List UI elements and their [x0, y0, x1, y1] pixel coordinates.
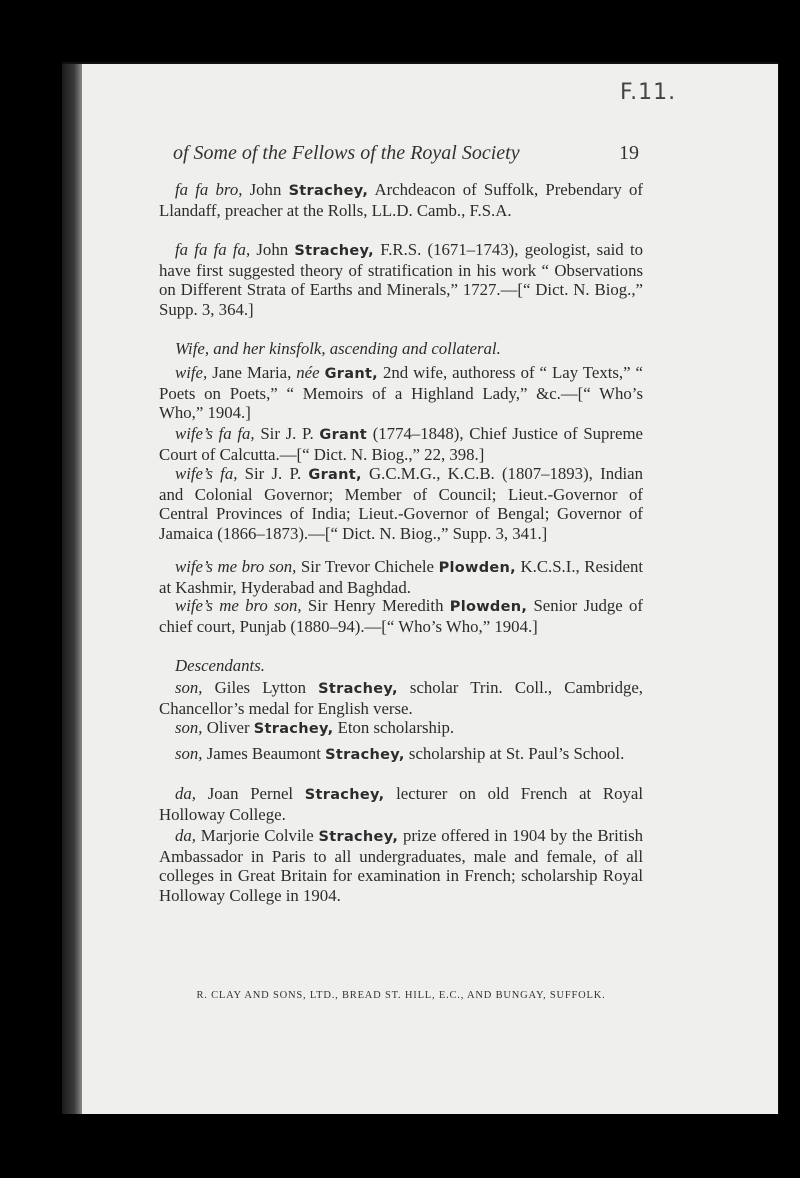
- entry-text: scholar Trin. Coll., Cambridge, Chancellor’s medal for English verse.: [159, 678, 644, 719]
- entry-text: James Beaumont: [206, 744, 326, 763]
- entry-10: [159, 784, 643, 824]
- relation: wife,: [175, 363, 208, 382]
- surname: Grant,: [324, 366, 378, 382]
- entry-text: Giles Lytton: [214, 678, 319, 697]
- entry-5: [159, 557, 643, 597]
- printer-imprint: R. CLAY AND SONS, LTD., BREAD ST. HILL, E.C., AND BUNGAY, SUFFOLK.: [196, 990, 606, 1001]
- entry-text: Marjorie Colvile: [200, 826, 319, 845]
- entry-text: K.C.S.I., Resident at Kashmir, Hyderabad and Baghdad.: [159, 557, 644, 598]
- entry-text: John: [256, 240, 295, 259]
- relation: wife’s fa,: [175, 464, 238, 483]
- surname: Grant,: [308, 467, 362, 483]
- entry-text: Senior Judge of chief court, Punjab (1880–94).—[“ Who’s Who,” 1904.]: [159, 596, 643, 637]
- entry-7: [159, 678, 643, 718]
- relation: fa fa bro,: [175, 180, 243, 199]
- entry-text: Sir Trevor Chichele: [300, 557, 439, 576]
- page-binding-shadow: [62, 64, 82, 1114]
- entry-text: G.C.M.G., K.C.B. (1807–1893), Indian and Colonial Governor; Member of Council; Lieut.-Governor of Central Provinces of India; Lieut.-Governor of Bengal; Governor of Jamaica (1866–1873).—[“ Dict. N. Biog.,” Supp. 3, 341.]: [159, 464, 643, 543]
- surname: Strachey,: [318, 829, 399, 845]
- entry-0: [159, 180, 643, 220]
- entry-text: lecturer on old French at Royal Holloway College.: [159, 784, 643, 825]
- page-number: 19: [619, 142, 639, 164]
- surname: Strachey,: [253, 721, 334, 737]
- relation: son,: [175, 718, 203, 737]
- entry-2: [159, 363, 643, 423]
- relation: son,: [175, 744, 203, 763]
- relation: son,: [175, 678, 203, 697]
- surname: Plowden,: [449, 599, 528, 615]
- section-heading-wife: Wife, and her kinsfolk, ascending and collateral.: [175, 339, 501, 358]
- relation: wife’s fa fa,: [175, 424, 255, 443]
- entry-text: prize offered in 1904 by the British Ambassador in Paris to all undergraduates, male and female, of all colleges in Great Britain for examination in French; scholarship Royal Holloway College in 1904.: [159, 826, 644, 905]
- entry-text: Archdeacon of Suffolk, Prebendary of Llandaff, preacher at the Rolls, LL.D. Camb., F.S.A.: [159, 180, 643, 221]
- surname: Strachey,: [325, 747, 405, 763]
- relation: da,: [175, 826, 196, 845]
- nee: née: [296, 363, 325, 382]
- entry-text: Sir J. P.: [260, 424, 320, 443]
- section-heading-descendants: Descendants.: [175, 656, 265, 675]
- surname: Plowden,: [438, 560, 516, 576]
- relation: wife’s me bro son,: [175, 557, 297, 576]
- entry-text: F.R.S. (1671–1743), geologist, said to have first suggested theory of stratification in his work “ Observations on Different Strata of Earths and Minerals,” 1727.—[“ Dict. N. Biog.,” Supp. 3, 364.]: [159, 240, 643, 319]
- entry-text: Oliver: [206, 718, 254, 737]
- surname: Strachey,: [294, 243, 374, 259]
- entry-text: Sir J. P.: [244, 464, 309, 483]
- relation: fa fa fa fa,: [175, 240, 251, 259]
- entry-11: [159, 826, 643, 905]
- surname: Strachey,: [318, 681, 398, 697]
- relation: wife’s me bro son,: [175, 596, 302, 615]
- entry-text: Joan Pernel: [207, 784, 305, 803]
- entry-text: John: [249, 180, 289, 199]
- entry-6: [159, 596, 643, 636]
- entry-text: 2nd wife, authoress of “ Lay Texts,” “ Poets on Poets,” “ Memoirs of a Highland Lady,” &c.—[“ Who’s Who,” 1904.]: [159, 363, 643, 423]
- entry-9: [159, 744, 643, 765]
- entry-text: Jane Maria,: [212, 363, 297, 382]
- handwritten-mark: F.11.: [620, 80, 677, 105]
- entry-text: Eton scholarship.: [333, 718, 455, 737]
- entry-text: scholarship at St. Paul’s School.: [404, 744, 625, 763]
- surname: Strachey,: [304, 787, 385, 803]
- entry-text: (1774–1848), Chief Justice of Supreme Court of Calcutta.—[“ Dict. N. Biog.,” 22, 398.]: [159, 424, 643, 465]
- entry-1: [159, 240, 643, 319]
- surname: Strachey,: [288, 183, 369, 199]
- entry-8: [159, 718, 643, 739]
- surname: Grant: [319, 427, 367, 443]
- entry-4: [159, 464, 643, 543]
- entry-3: [159, 424, 643, 464]
- relation: da,: [175, 784, 196, 803]
- running-head: of Some of the Fellows of the Royal Society: [173, 142, 520, 164]
- entry-text: Sir Henry Meredith: [307, 596, 450, 615]
